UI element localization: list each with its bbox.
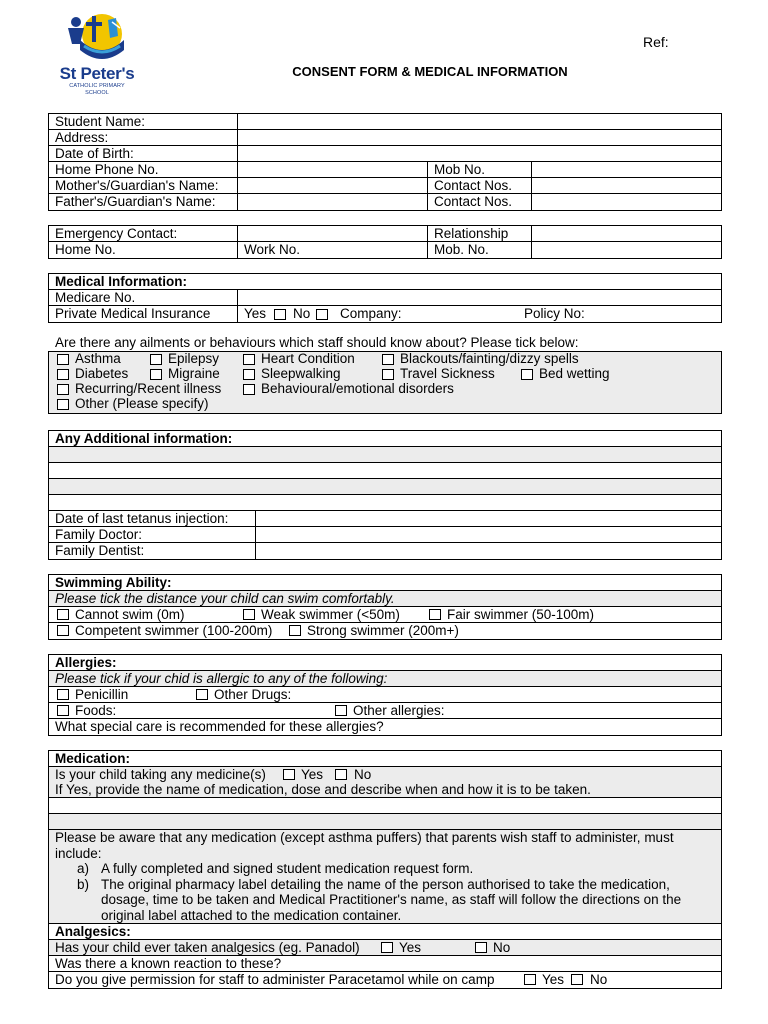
medical-heading: Medical Information: — [55, 274, 188, 289]
table-row — [49, 687, 721, 703]
father-label: Father's/Guardian's Name: — [55, 194, 216, 209]
medicare-field[interactable] — [237, 290, 721, 305]
tetanus-label: Date of last tetanus injection: — [55, 511, 229, 526]
address-field[interactable] — [237, 130, 721, 145]
contact-field[interactable] — [531, 178, 721, 193]
insurance-no-checkbox[interactable] — [316, 309, 328, 320]
policy-label: Policy No: — [524, 306, 585, 321]
table-row — [49, 114, 721, 130]
bedwetting-checkbox[interactable] — [521, 369, 533, 380]
fair-swimmer-checkbox[interactable] — [429, 609, 441, 620]
ref-label: Ref: — [643, 34, 669, 50]
table-row — [49, 431, 721, 447]
item-a-label: a) — [77, 861, 90, 876]
item-b-text-2: dosage, time to be taken and Medical Practitioner's name, as staff will follow the directions on the — [101, 892, 682, 907]
table-row — [49, 527, 721, 543]
medication-line[interactable] — [49, 798, 721, 814]
behavioural-checkbox[interactable] — [243, 384, 255, 395]
migraine-label: Migraine — [168, 366, 220, 381]
table-row — [49, 972, 721, 988]
table-row — [49, 306, 721, 322]
school-logo — [58, 10, 136, 96]
insurance-options — [237, 306, 721, 322]
home-no-label: Home No. — [55, 242, 116, 257]
travel-label: Travel Sickness — [400, 366, 495, 381]
emergency-table — [48, 225, 722, 259]
additional-line[interactable] — [49, 463, 721, 479]
other-drugs-label: Other Drugs: — [214, 687, 292, 702]
bedwetting-label: Bed wetting — [539, 366, 610, 381]
swimming-instruction: Please tick the distance your child can swim comfortably. — [55, 591, 395, 606]
medicine-question: Is your child taking any medicine(s) — [55, 767, 266, 782]
school-name: St Peter's — [59, 64, 135, 83]
cannot-swim-label: Cannot swim (0m) — [75, 607, 185, 622]
item-b-label: b) — [77, 876, 90, 892]
diabetes-checkbox[interactable] — [57, 369, 69, 380]
emergency-contact-field[interactable] — [237, 226, 427, 241]
permission-yes-checkbox[interactable] — [524, 974, 536, 985]
emergency-contact-label: Emergency Contact: — [55, 226, 178, 241]
insurance-label: Private Medical Insurance — [55, 306, 211, 321]
swimming-table — [48, 574, 722, 640]
table-row — [49, 924, 721, 940]
table-row — [49, 607, 721, 623]
table-row — [49, 751, 721, 767]
epilepsy-label: Epilepsy — [168, 351, 220, 366]
contact-field[interactable] — [531, 194, 721, 210]
school-crest-icon — [58, 10, 136, 66]
mother-label: Mother's/Guardian's Name: — [55, 178, 219, 193]
no-label: No — [293, 306, 311, 321]
relationship-label: Relationship — [427, 226, 531, 241]
asthma-label: Asthma — [75, 351, 121, 366]
cannot-swim-checkbox[interactable] — [57, 609, 69, 620]
special-care-label: What special care is recommended for these allergies? — [55, 719, 384, 734]
asthma-checkbox[interactable] — [57, 354, 69, 365]
relationship-field[interactable] — [531, 226, 721, 241]
tetanus-field[interactable] — [255, 511, 721, 526]
penicillin-label: Penicillin — [75, 687, 129, 702]
additional-line[interactable] — [49, 495, 721, 511]
mob-no-label: Mob. No. — [427, 242, 531, 258]
permission-no-checkbox[interactable] — [571, 974, 583, 985]
table-row — [49, 719, 721, 735]
student-name-field[interactable] — [237, 114, 721, 129]
other-drugs-checkbox[interactable] — [196, 689, 208, 700]
medication-heading: Medication: — [55, 751, 131, 766]
table-row — [49, 623, 721, 639]
medication-line[interactable] — [49, 814, 721, 830]
doctor-field[interactable] — [255, 527, 721, 542]
foods-checkbox[interactable] — [57, 705, 69, 716]
heart-checkbox[interactable] — [243, 354, 255, 365]
mob-field[interactable] — [531, 162, 721, 177]
dentist-field[interactable] — [255, 543, 721, 559]
notice-line-1: Please be aware that any medication (except asthma puffers) that parents wish staff to administer, must — [55, 830, 674, 845]
fair-swimmer-label: Fair swimmer (50-100m) — [447, 607, 595, 622]
notice-line-2: include: — [55, 845, 102, 861]
table-row — [49, 226, 721, 242]
table-row — [49, 194, 721, 210]
medical-info-table — [48, 273, 722, 323]
student-details-table — [48, 113, 722, 211]
other-allergies-checkbox[interactable] — [335, 705, 347, 716]
sleepwalking-label: Sleepwalking — [261, 366, 341, 381]
dob-label: Date of Birth: — [55, 146, 134, 161]
table-row — [49, 940, 721, 956]
table-row — [49, 242, 721, 258]
analgesics-question: Has your child ever taken analgesics (eg. Panadol) — [55, 940, 360, 955]
medication-table — [48, 750, 722, 989]
mob-no-field[interactable] — [531, 242, 721, 258]
travel-checkbox[interactable] — [382, 369, 394, 380]
recurring-checkbox[interactable] — [57, 384, 69, 395]
medication-notice — [49, 830, 721, 924]
foods-label: Foods: — [75, 703, 117, 718]
table-row — [49, 671, 721, 687]
medicine-no-checkbox[interactable] — [335, 769, 347, 780]
table-row — [49, 543, 721, 559]
dob-field[interactable] — [237, 146, 721, 161]
blackouts-label: Blackouts/fainting/dizzy spells — [400, 351, 579, 366]
student-name-label: Student Name: — [55, 114, 146, 129]
contact-label: Contact Nos. — [427, 194, 531, 210]
table-row — [49, 130, 721, 146]
table-row — [49, 703, 721, 719]
address-label: Address: — [55, 130, 109, 145]
contact-label: Contact Nos. — [427, 178, 531, 193]
permission-question: Do you give permission for staff to administer Paracetamol while on camp — [55, 972, 495, 987]
item-b-text-1: The original pharmacy label detailing the name of the person authorised to take the medication, — [101, 876, 670, 892]
table-row — [49, 290, 721, 306]
allergies-instruction: Please tick if your chid is allergic to any of the following: — [55, 671, 388, 686]
insurance-yes-checkbox[interactable] — [274, 309, 286, 320]
competent-swimmer-label: Competent swimmer (100-200m) — [75, 623, 273, 638]
permission-yes-label: Yes — [542, 972, 565, 987]
father-field[interactable] — [237, 194, 427, 210]
home-phone-field[interactable] — [237, 162, 427, 177]
permission-no-label: No — [590, 972, 608, 987]
table-row — [49, 575, 721, 591]
other-allergies-label: Other allergies: — [353, 703, 445, 718]
ailments-question: Are there any ailments or behaviours which staff should know about? Please tick below: — [55, 335, 579, 350]
mob-label: Mob No. — [427, 162, 531, 177]
behavioural-label: Behavioural/emotional disorders — [261, 381, 454, 396]
table-row — [49, 274, 721, 290]
work-no-label: Work No. — [237, 242, 427, 258]
migraine-checkbox[interactable] — [150, 369, 162, 380]
analgesics-heading: Analgesics: — [55, 924, 131, 939]
company-label: Company: — [340, 306, 402, 321]
additional-line[interactable] — [49, 479, 721, 495]
reaction-question: Was there a known reaction to these? — [55, 956, 282, 971]
item-b-text-3: original label attached to the medication container. — [101, 907, 402, 923]
weak-swimmer-label: Weak swimmer (<50m) — [261, 607, 400, 622]
table-row — [49, 511, 721, 527]
doctor-label: Family Doctor: — [55, 527, 143, 542]
analgesics-yes-label: Yes — [399, 940, 422, 955]
recurring-label: Recurring/Recent illness — [75, 381, 222, 396]
diabetes-label: Diabetes — [75, 366, 129, 381]
analgesics-no-label: No — [493, 940, 511, 955]
table-row — [49, 591, 721, 607]
ailments-block — [48, 351, 722, 414]
school-subtitle: CATHOLIC PRIMARY SCHOOL — [69, 83, 125, 96]
penicillin-checkbox[interactable] — [57, 689, 69, 700]
allergies-heading: Allergies: — [55, 655, 117, 670]
table-row — [49, 655, 721, 671]
item-a-text: A fully completed and signed student medication request form. — [101, 861, 474, 876]
allergies-table — [48, 654, 722, 736]
table-row — [49, 956, 721, 972]
dentist-label: Family Dentist: — [55, 543, 145, 558]
mother-field[interactable] — [237, 178, 427, 193]
medicare-label: Medicare No. — [55, 290, 136, 305]
if-yes-instructions: If Yes, provide the name of medication, dose and describe when and how it is to be taken. — [55, 782, 591, 797]
sleepwalking-checkbox[interactable] — [243, 369, 255, 380]
strong-swimmer-checkbox[interactable] — [289, 625, 301, 636]
home-phone-label: Home Phone No. — [55, 162, 159, 177]
other-label: Other (Please specify) — [75, 396, 209, 411]
table-row — [49, 767, 721, 798]
strong-swimmer-label: Strong swimmer (200m+) — [307, 623, 459, 638]
weak-swimmer-checkbox[interactable] — [243, 609, 255, 620]
blackouts-checkbox[interactable] — [382, 354, 394, 365]
additional-heading: Any Additional information: — [55, 431, 233, 446]
medicine-no-label: No — [354, 767, 372, 782]
epilepsy-checkbox[interactable] — [150, 354, 162, 365]
other-checkbox[interactable] — [57, 399, 69, 410]
page-title: CONSENT FORM & MEDICAL INFORMATION — [292, 64, 568, 79]
analgesics-no-checkbox[interactable] — [475, 942, 487, 953]
table-row — [49, 178, 721, 194]
competent-swimmer-checkbox[interactable] — [57, 625, 69, 636]
additional-info-table — [48, 430, 722, 560]
additional-line[interactable] — [49, 447, 721, 463]
table-row — [49, 162, 721, 178]
swimming-heading: Swimming Ability: — [55, 575, 172, 590]
medicine-yes-checkbox[interactable] — [283, 769, 295, 780]
yes-label: Yes — [244, 306, 267, 321]
table-row — [49, 146, 721, 162]
medicine-yes-label: Yes — [301, 767, 324, 782]
analgesics-yes-checkbox[interactable] — [381, 942, 393, 953]
heart-label: Heart Condition — [261, 351, 355, 366]
